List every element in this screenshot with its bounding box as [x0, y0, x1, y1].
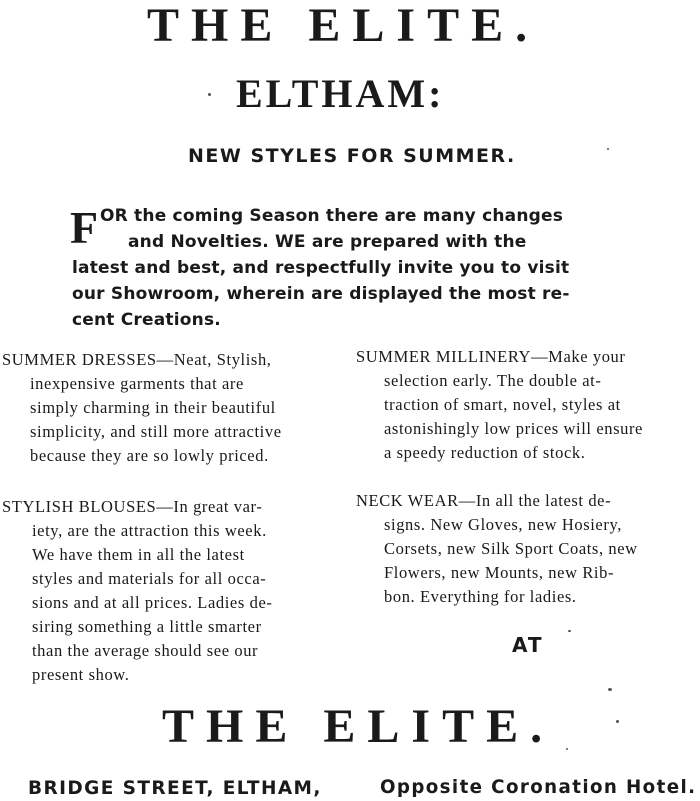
section-line: than the average should see our	[32, 641, 259, 660]
print-speck	[568, 630, 571, 632]
section-line: Flowers, new Mounts, new Rib-	[384, 563, 615, 582]
print-speck	[616, 720, 619, 723]
section-line: traction of smart, novel, styles at	[384, 395, 621, 414]
section-line: We have them in all the latest	[32, 545, 245, 564]
intro-line: our Showroom, wherein are displayed the most re-	[72, 284, 570, 304]
section-line: selection early. The double at-	[384, 371, 602, 390]
print-speck	[566, 748, 568, 750]
section-line: styles and materials for all occa-	[32, 569, 267, 588]
section-line: simply charming in their beautiful	[30, 398, 276, 417]
footer-title: THE ELITE.	[162, 700, 555, 753]
section-line: astonishingly low prices will ensure	[384, 419, 643, 438]
section-line: because they are so lowly priced.	[30, 446, 269, 465]
section-line: sions and at all prices. Ladies de-	[32, 593, 273, 612]
section-line: signs. New Gloves, new Hosiery,	[384, 515, 622, 534]
intro-line: and Novelties. WE are prepared with the	[128, 232, 527, 252]
summer-millinery-section	[356, 345, 643, 465]
intro-line: OR the coming Season there are many changes	[100, 206, 564, 226]
print-speck	[608, 688, 612, 691]
at-label: AT	[512, 633, 544, 657]
section-line: NECK WEAR—In all the latest de-	[356, 491, 612, 510]
intro-dropcap: F	[70, 202, 99, 253]
header-title: THE ELITE.	[147, 0, 540, 52]
section-line: STYLISH BLOUSES—In great var-	[2, 497, 263, 516]
section-line: simplicity, and still more attractive	[30, 422, 282, 441]
header-subheading: NEW STYLES FOR SUMMER.	[188, 145, 516, 167]
section-line: bon. Everything for ladies.	[384, 587, 577, 606]
section-line: siring something a little smarter	[32, 617, 262, 636]
section-line: SUMMER MILLINERY—Make your	[356, 347, 626, 366]
stylish-blouses-section	[2, 495, 272, 687]
print-speck	[208, 93, 211, 96]
header-location: ELTHAM:	[236, 71, 445, 116]
summer-dresses-section	[2, 348, 282, 468]
footer-opposite: Opposite Coronation Hotel.	[380, 777, 697, 798]
section-line: Corsets, new Silk Sport Coats, new	[384, 539, 638, 558]
section-line: SUMMER DRESSES—Neat, Stylish,	[2, 350, 272, 369]
neck-wear-section	[356, 489, 638, 609]
intro-line: latest and best, and respectfully invite you to visit	[72, 258, 570, 278]
section-line: inexpensive garments that are	[30, 374, 244, 393]
print-speck	[607, 148, 609, 150]
section-line: iety, are the attraction this week.	[32, 521, 267, 540]
footer-address: BRIDGE STREET, ELTHAM,	[28, 778, 322, 799]
intro-line: cent Creations.	[72, 310, 221, 330]
section-line: present show.	[32, 665, 130, 684]
section-line: a speedy reduction of stock.	[384, 443, 586, 462]
